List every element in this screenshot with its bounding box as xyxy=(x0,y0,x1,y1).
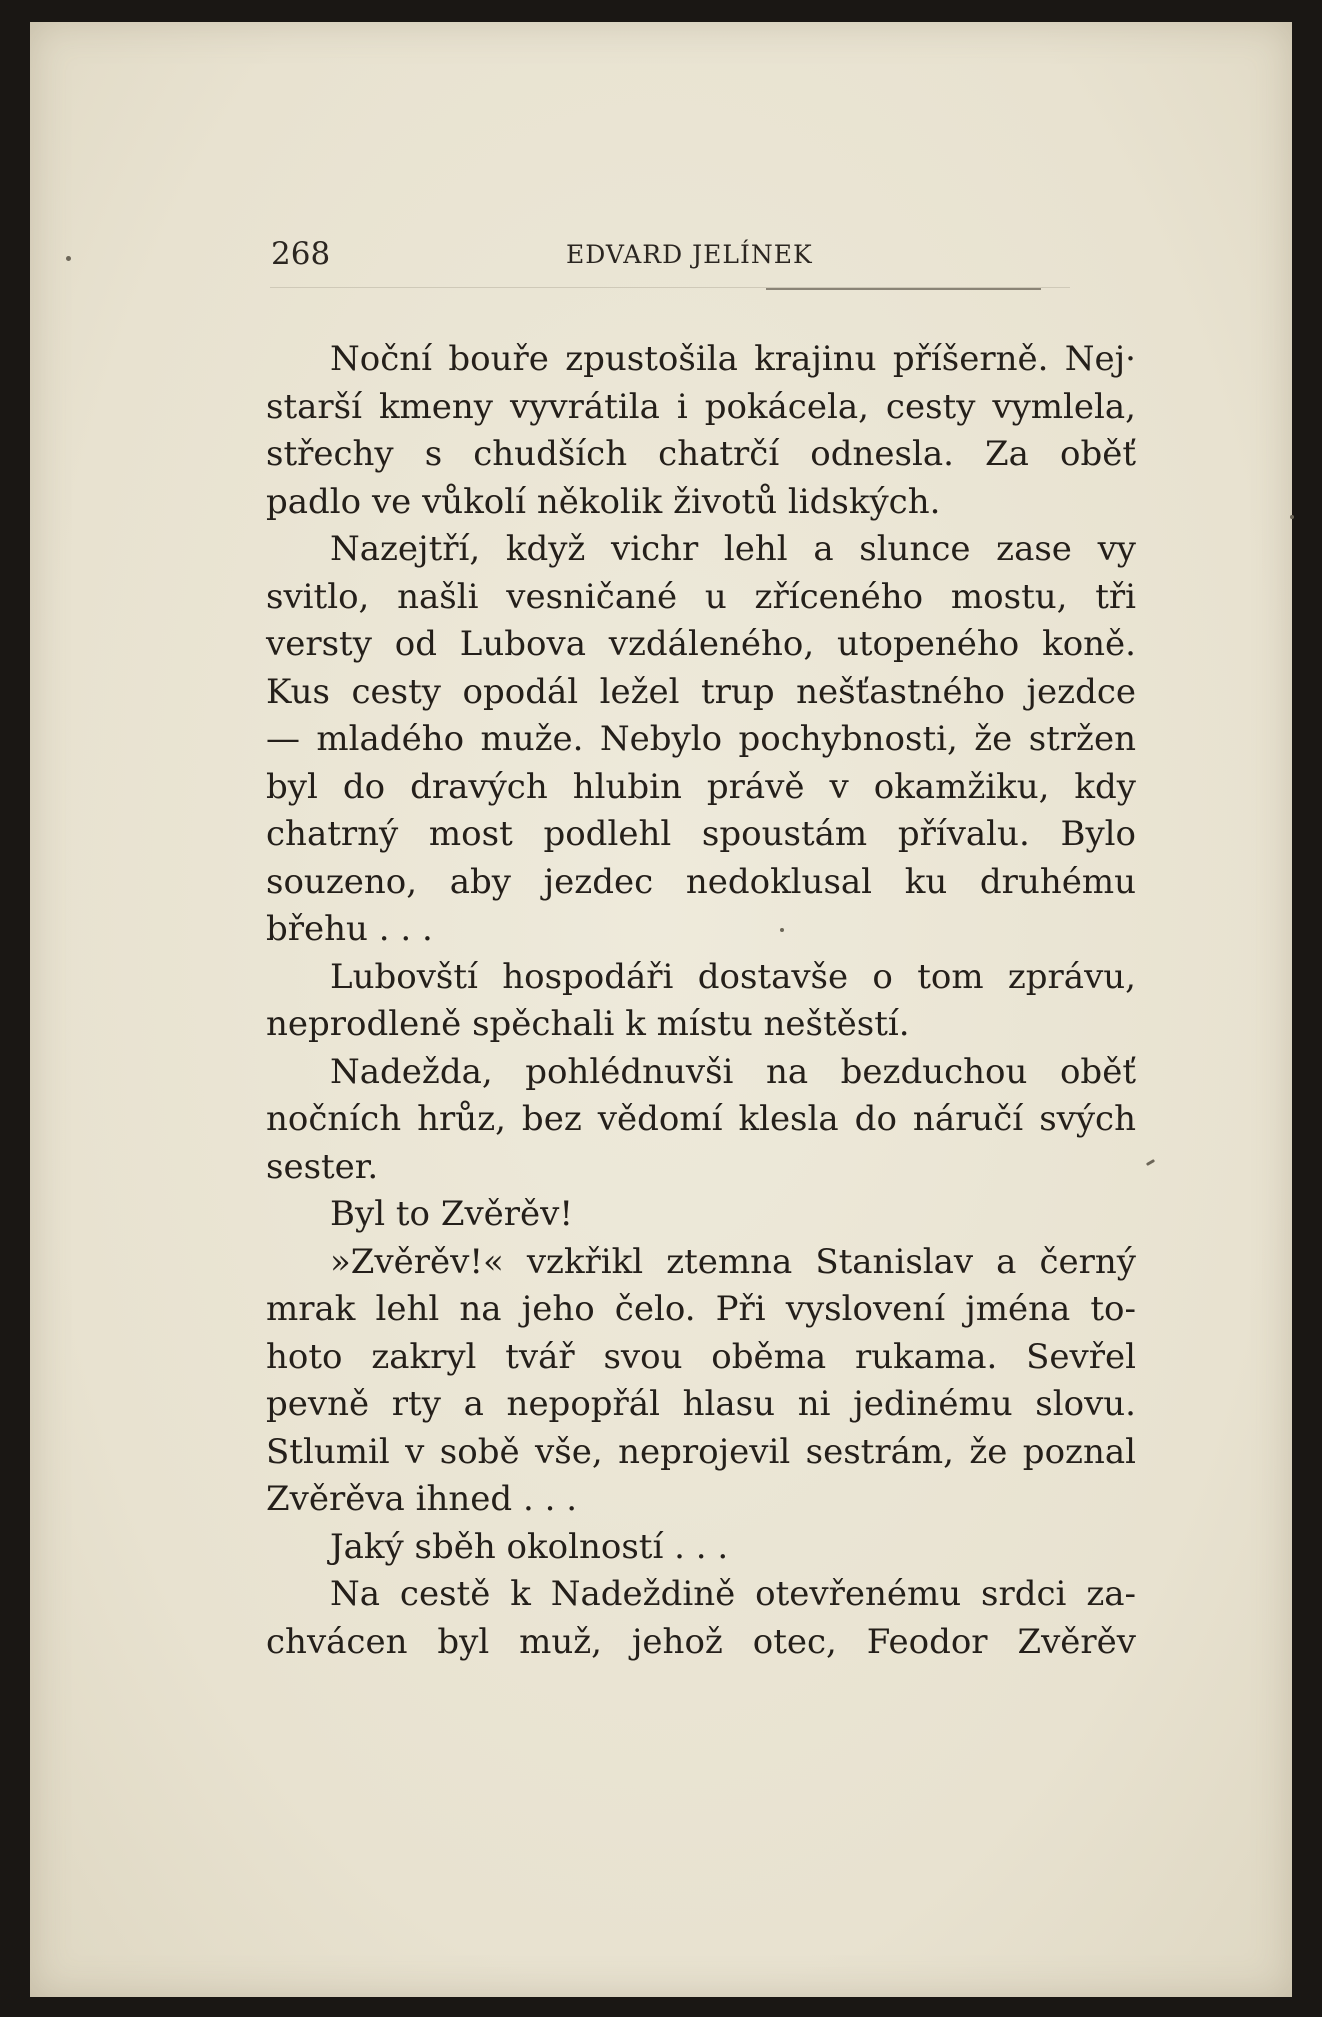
running-head xyxy=(271,232,1071,272)
text-line: mrak lehl na jeho čelo. Při vyslovení jména to- xyxy=(266,1289,1136,1329)
text-line: Na cestě k Nadeždině otevřenému srdci za- xyxy=(330,1574,1136,1614)
text-line: byl do dravých hlubin právě v okamžiku, kdy xyxy=(266,766,1136,807)
text-line: Noční bouře zpustošila krajinu příšerně. Nej· xyxy=(330,339,1136,379)
text-line: nočních hrůz, bez vědomí klesla do náručí svých xyxy=(266,1099,1136,1139)
text-line: střechy s chudších chatrčí odnesla. Za oběť xyxy=(266,434,1136,474)
body-text xyxy=(266,336,1136,1666)
paper-speck xyxy=(66,256,71,261)
text-line: pevně rty a nepopřál hlasu ni jedinému slovu. xyxy=(266,1384,1136,1424)
text-line: Zvěrěva ihned . . . xyxy=(266,1479,578,1519)
text-line: — mladého muže. Nebylo pochybnosti, že stržen xyxy=(266,719,1136,759)
text-line: »Zvěrěv!« vzkřikl ztemna Stanislav a černý xyxy=(330,1241,1136,1282)
header-rule-accent xyxy=(766,288,1041,290)
text-line: chvácen byl muž, jehož otec, Feodor Zvěrěv xyxy=(266,1621,1136,1662)
text-line: starší kmeny vyvrátila i pokácela, cesty vymlela, xyxy=(266,386,1136,427)
text-line: padlo ve vůkolí několik životů lidských. xyxy=(266,481,941,522)
page-number: 268 xyxy=(271,236,331,272)
text-line: Lubovští hospodáři dostavše o tom zprávu, xyxy=(330,956,1136,997)
text-line: souzeno, aby jezdec nedoklusal ku druhému xyxy=(266,861,1136,902)
text-line: Nadežda, pohlédnuvši na bezduchou oběť xyxy=(330,1051,1136,1092)
text-line: sester. xyxy=(266,1146,379,1187)
header-title: EDVARD JELÍNEK xyxy=(566,240,813,269)
text-line: Nazejtří, když vichr lehl a slunce zase vy xyxy=(330,529,1136,569)
paper-speck xyxy=(1290,515,1294,519)
text-line: chatrný most podlehl spoustám přívalu. Bylo xyxy=(266,814,1136,854)
text-line: Jaký sběh okolností . . . xyxy=(330,1526,729,1567)
text-line: svitlo, našli vesničané u zříceného mostu, tři xyxy=(266,576,1136,617)
text-line: neprodleně spěchali k místu neštěstí. xyxy=(266,1004,910,1044)
text-line: břehu . . . xyxy=(266,909,433,949)
text-line: Stlumil v sobě vše, neprojevil sestrám, že poznal xyxy=(266,1431,1136,1472)
text-line: Kus cesty opodál ležel trup nešťastného jezdce xyxy=(266,671,1136,712)
text-line: hoto zakryl tvář svou oběma rukama. Sevřel xyxy=(266,1336,1136,1377)
paper-speck xyxy=(780,928,784,932)
text-line: Byl to Zvěrěv! xyxy=(330,1194,574,1234)
text-line: versty od Lubova vzdáleného, utopeného koně. xyxy=(266,624,1136,664)
